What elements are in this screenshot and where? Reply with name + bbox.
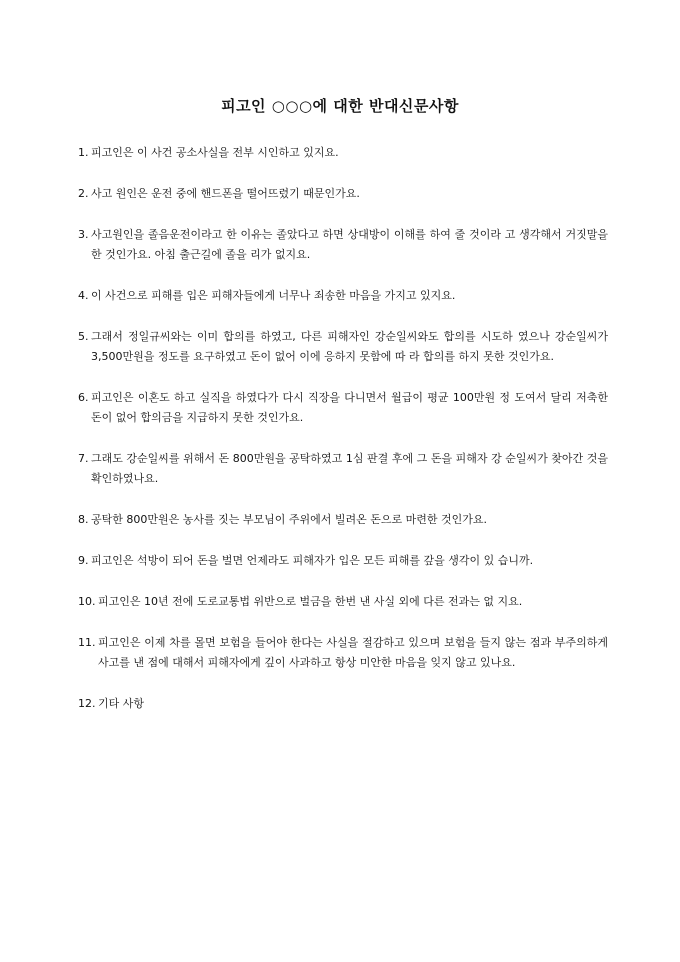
question-item: [78, 184, 608, 204]
question-item: [78, 592, 608, 612]
question-item: [78, 633, 608, 673]
question-text: 피고인은 이 사건 공소사실을 전부 시인하고 있지요.: [91, 146, 339, 159]
question-item: [78, 143, 608, 163]
question-item: [78, 551, 608, 571]
question-text: 공탁한 800만원은 농사를 짓는 부모님이 주위에서 빌려온 돈으로 마련한 것인가요.: [91, 513, 487, 526]
question-number: 7.: [78, 452, 89, 465]
question-item: [78, 510, 608, 530]
question-text: 그래도 강순일씨를 위해서 돈 800만원을 공탁하였고 1심 판결 후에 그 돈을 피해자 강 순일씨가 찾아간 것을 확인하였나요.: [91, 452, 608, 485]
question-number: 6.: [78, 391, 89, 404]
document-title: 피고인 ○○○에 대한 반대신문사항: [221, 97, 459, 115]
question-item: [78, 225, 608, 265]
question-item: [78, 388, 608, 428]
question-number: 3.: [78, 228, 89, 241]
question-number: 10.: [78, 595, 96, 608]
question-text: 사고 원인은 운전 중에 핸드폰을 떨어뜨렸기 때문인가요.: [91, 187, 360, 200]
question-number: 2.: [78, 187, 89, 200]
question-number: 1.: [78, 146, 89, 159]
question-text: 피고인은 이제 차를 몰면 보험을 들어야 한다는 사실을 절감하고 있으며 보험을 들지 않는 점과 부주의하게 사고를 낸 점에 대해서 피해자에게 깊이 사과하고 항상 미안한 마음을 잊지 않고 있나요.: [98, 636, 608, 669]
question-item: [78, 327, 608, 367]
question-text: 피고인은 석방이 되어 돈을 벌면 언제라도 피해자가 입은 모든 피해를 갚을 생각이 있 습니까.: [91, 554, 534, 567]
question-text: 그래서 정일규씨와는 이미 합의를 하였고, 다른 피해자인 강순일씨와도 합의를 시도하 였으나 강순일씨가 3,500만원을 정도를 요구하였고 돈이 없어 이에 응하지 못함에 따 라 합의를 하지 못한 것인가요.: [91, 330, 608, 363]
question-number: 11.: [78, 636, 96, 649]
question-text: 피고인은 이혼도 하고 실직을 하였다가 다시 직장을 다니면서 월급이 평균 100만원 정 도여서 달리 저축한 돈이 없어 합의금을 지급하지 못한 것인가요.: [91, 391, 608, 424]
question-item: [78, 449, 608, 489]
question-item: [78, 694, 608, 714]
question-list: [78, 143, 608, 714]
question-item: [78, 286, 608, 306]
question-text: 피고인은 10년 전에 도로교통법 위반으로 벌금을 한번 낸 사실 외에 다른 전과는 없 지요.: [98, 595, 523, 608]
question-text: 사고원인을 졸음운전이라고 한 이유는 졸았다고 하면 상대방이 이해를 하여 줄 것이라 고 생각해서 거짓말을 한 것인가요. 아침 출근길에 졸을 리가 없지요.: [91, 228, 608, 261]
question-number: 12.: [78, 697, 96, 710]
question-number: 5.: [78, 330, 89, 343]
question-text: 이 사건으로 피해를 입은 피해자들에게 너무나 죄송한 마음을 가지고 있지요.: [91, 289, 456, 302]
question-text: 기타 사항: [98, 697, 145, 710]
question-number: 4.: [78, 289, 89, 302]
question-number: 9.: [78, 554, 89, 567]
question-number: 8.: [78, 513, 89, 526]
